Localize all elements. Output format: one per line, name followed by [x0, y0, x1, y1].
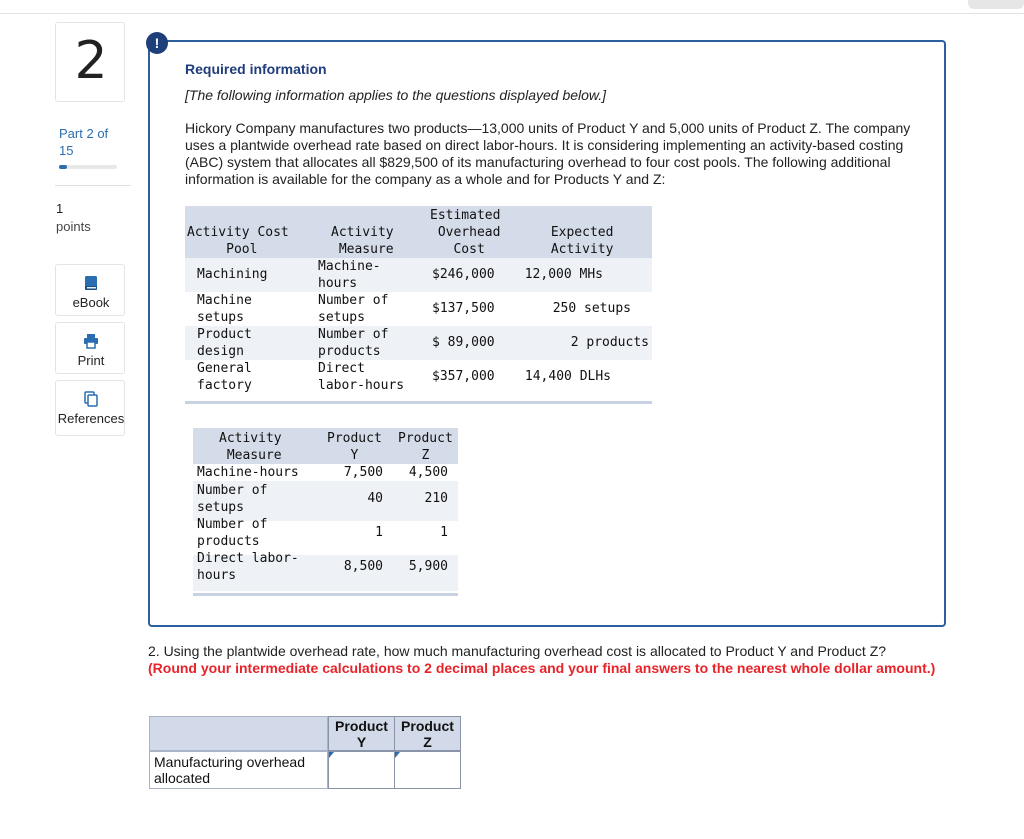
cell-measure: Number of setups	[318, 293, 389, 325]
points-label: points	[56, 219, 91, 234]
cell-product-y: 8,500	[343, 559, 383, 574]
cost-pool-table	[185, 206, 652, 404]
ebook-label: eBook	[72, 295, 110, 310]
top-divider	[0, 13, 1024, 14]
cell-expected: 14,400 DLHs	[524, 369, 611, 384]
question-number-box	[55, 22, 125, 102]
cell-overhead: $357,000	[432, 369, 495, 384]
answer-header-product-y: Product Y	[328, 716, 395, 751]
cell-product-y: 1	[375, 525, 383, 540]
references-button[interactable]	[55, 380, 125, 436]
printer-icon	[83, 333, 99, 349]
part-total: 15	[59, 143, 74, 158]
answer-row-label: Manufacturing overhead allocated	[149, 751, 328, 789]
cell-measure: Number of products	[318, 327, 389, 359]
answer-table	[149, 716, 461, 789]
header-estimated-overhead: Estimated Overhead Cost	[430, 208, 501, 257]
book-icon	[83, 275, 99, 291]
cell-expected: 250 setups	[552, 301, 631, 316]
required-info-subtitle: [The following information applies to the questions displayed below.]	[185, 87, 607, 103]
cell-measure: Machine- hours	[318, 259, 381, 291]
input-marker-icon	[395, 752, 400, 758]
part-of: of	[97, 126, 109, 141]
print-label: Print	[77, 353, 105, 368]
cell-product-z: 4,500	[408, 465, 448, 480]
required-info-title: Required information	[185, 61, 327, 77]
progress-track	[59, 165, 117, 169]
top-tab[interactable]	[968, 0, 1024, 9]
points-value: 1	[56, 201, 64, 216]
print-button[interactable]	[55, 322, 125, 374]
header-product-z: Product Z	[398, 431, 453, 463]
cell-expected: 12,000 MHs	[524, 267, 603, 282]
cell-pool: Product design	[197, 327, 252, 359]
progress-fill	[59, 165, 67, 169]
header-activity-cost-pool: Activity Cost Pool	[187, 225, 289, 257]
cell-measure: Number of products	[197, 517, 268, 549]
cell-overhead: $ 89,000	[432, 335, 495, 350]
answer-input-product-z[interactable]	[394, 751, 461, 789]
input-marker-icon	[329, 752, 334, 758]
part-label: Part	[59, 126, 83, 141]
header-expected-activity: Expected Activity	[550, 225, 614, 257]
cell-pool: Machine setups	[197, 293, 252, 325]
cell-product-y: 7,500	[343, 465, 383, 480]
question-text: 2. Using the plantwide overhead rate, how much manufacturing overhead cost is allocated to Product Y and Product Z?	[148, 643, 887, 659]
answer-header-product-z: Product Z	[394, 716, 461, 751]
cell-measure: Direct labor- hours	[197, 551, 299, 583]
part-current: 2	[86, 126, 94, 141]
cell-measure: Direct labor-hours	[318, 361, 405, 393]
header-activity-measure: Activity Measure	[331, 225, 394, 257]
cell-product-z: 1	[440, 525, 448, 540]
cell-product-y: 40	[367, 491, 383, 506]
cell-overhead: $137,500	[432, 301, 495, 316]
answer-input-product-y[interactable]	[328, 751, 395, 789]
header-product-y: Product Y	[327, 431, 382, 463]
part-indicator	[59, 125, 108, 159]
intro-paragraph: Hickory Company manufactures two products—13,000 units of Product Y and 5,000 units of Product Z. The company uses a plantwide overhead rate based on direct labor-hours. It is considering implementing an activity-based costing (ABC) system that allocates all $829,500 of its manufacturing overhead to four cost pools. The following additional information is available for the company as a whole and for Products Y and Z:	[185, 120, 911, 187]
cell-pool: Machining	[197, 267, 268, 282]
cell-measure: Number of setups	[197, 483, 268, 515]
header-activity-measure: Activity Measure	[219, 431, 282, 463]
table-bottom-rule	[185, 401, 652, 404]
table-bottom-rule	[193, 593, 458, 596]
cell-pool: General factory	[197, 361, 252, 393]
cell-expected: 2 products	[570, 335, 649, 350]
answer-header-blank	[149, 716, 328, 751]
question-instruction: (Round your intermediate calculations to 2 decimal places and your final answers to the nearest whole dollar amount.)	[148, 660, 936, 676]
copy-icon	[83, 391, 99, 407]
product-activity-table	[193, 428, 458, 596]
cell-product-z: 210	[424, 491, 448, 506]
alert-icon: !	[146, 32, 168, 54]
ebook-button[interactable]	[55, 264, 125, 316]
cell-measure: Machine-hours	[197, 465, 299, 480]
question-number: 2	[74, 31, 108, 91]
references-label: References	[57, 411, 125, 426]
cell-product-z: 5,900	[408, 559, 448, 574]
sidebar-divider	[55, 185, 131, 186]
cell-overhead: $246,000	[432, 267, 495, 282]
